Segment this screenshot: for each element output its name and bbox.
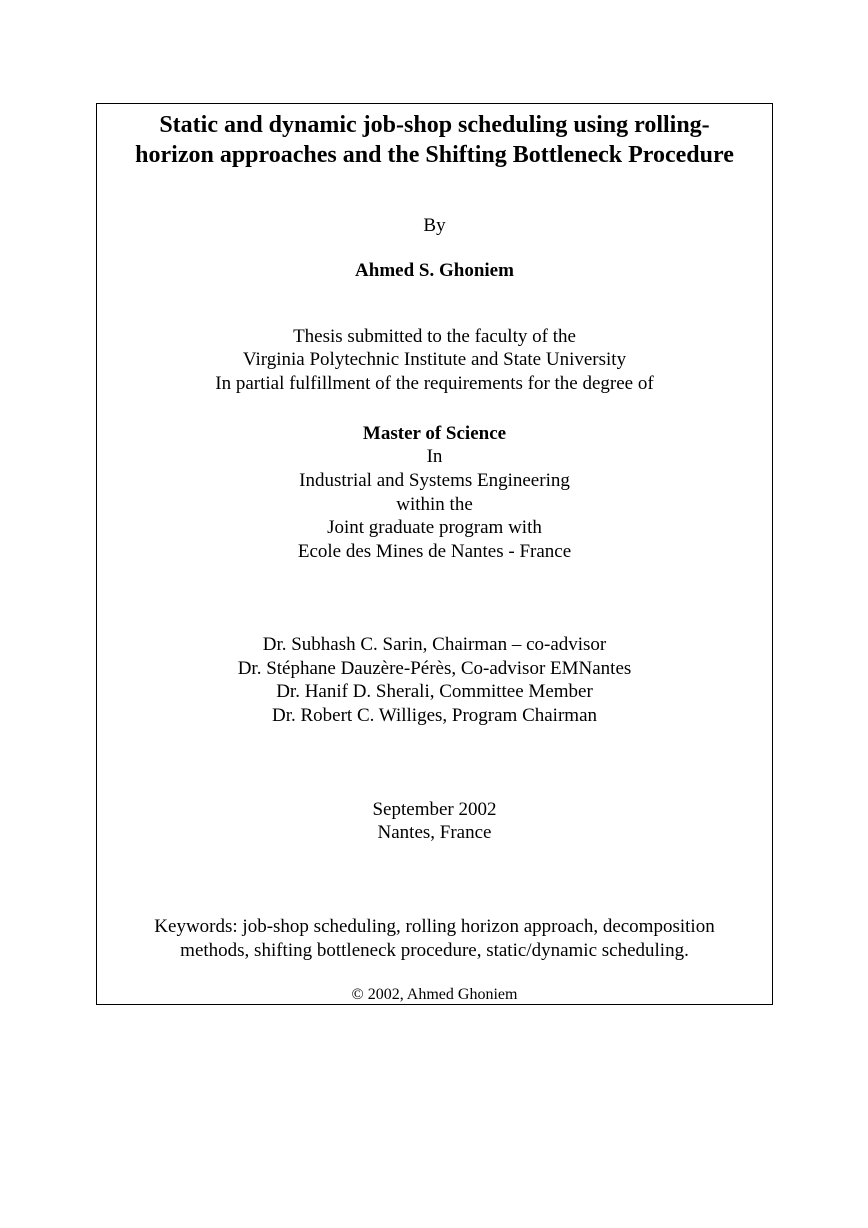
keywords-line-1: Keywords: job-shop scheduling, rolling horizon approach, decomposition	[154, 916, 715, 937]
program-line-2: Industrial and Systems Engineering	[299, 470, 570, 491]
submission-place: Nantes, France	[377, 822, 492, 843]
thesis-title-line-1: Static and dynamic job-shop scheduling using rolling-	[159, 112, 710, 138]
degree-name: Master of Science	[362, 423, 507, 444]
by-label: By	[423, 215, 446, 236]
program-line-5: Ecole des Mines de Nantes - France	[297, 541, 572, 562]
committee-member-1: Dr. Subhash C. Sarin, Chairman – co-advisor	[262, 634, 607, 655]
copyright-notice: © 2002, Ahmed Ghoniem	[351, 986, 518, 1003]
submission-date: September 2002	[372, 799, 497, 820]
program-line-4: Joint graduate program with	[327, 517, 542, 538]
keywords-line-2: methods, shifting bottleneck procedure, static/dynamic scheduling.	[180, 940, 689, 961]
program-line-3: within the	[396, 494, 473, 515]
title-page-frame	[96, 103, 773, 1005]
submission-line-3: In partial fulfillment of the requirements for the degree of	[215, 373, 654, 394]
author-name: Ahmed S. Ghoniem	[355, 260, 514, 281]
program-line-1: In	[426, 446, 443, 467]
thesis-title-line-2: horizon approaches and the Shifting Bottleneck Procedure	[135, 142, 734, 168]
committee-member-2: Dr. Stéphane Dauzère-Pérès, Co-advisor EMNantes	[237, 658, 632, 679]
committee-member-3: Dr. Hanif D. Sherali, Committee Member	[276, 681, 593, 702]
submission-line-1: Thesis submitted to the faculty of the	[293, 326, 576, 347]
submission-line-2: Virginia Polytechnic Institute and State University	[242, 349, 627, 370]
committee-member-4: Dr. Robert C. Williges, Program Chairman	[271, 705, 597, 726]
